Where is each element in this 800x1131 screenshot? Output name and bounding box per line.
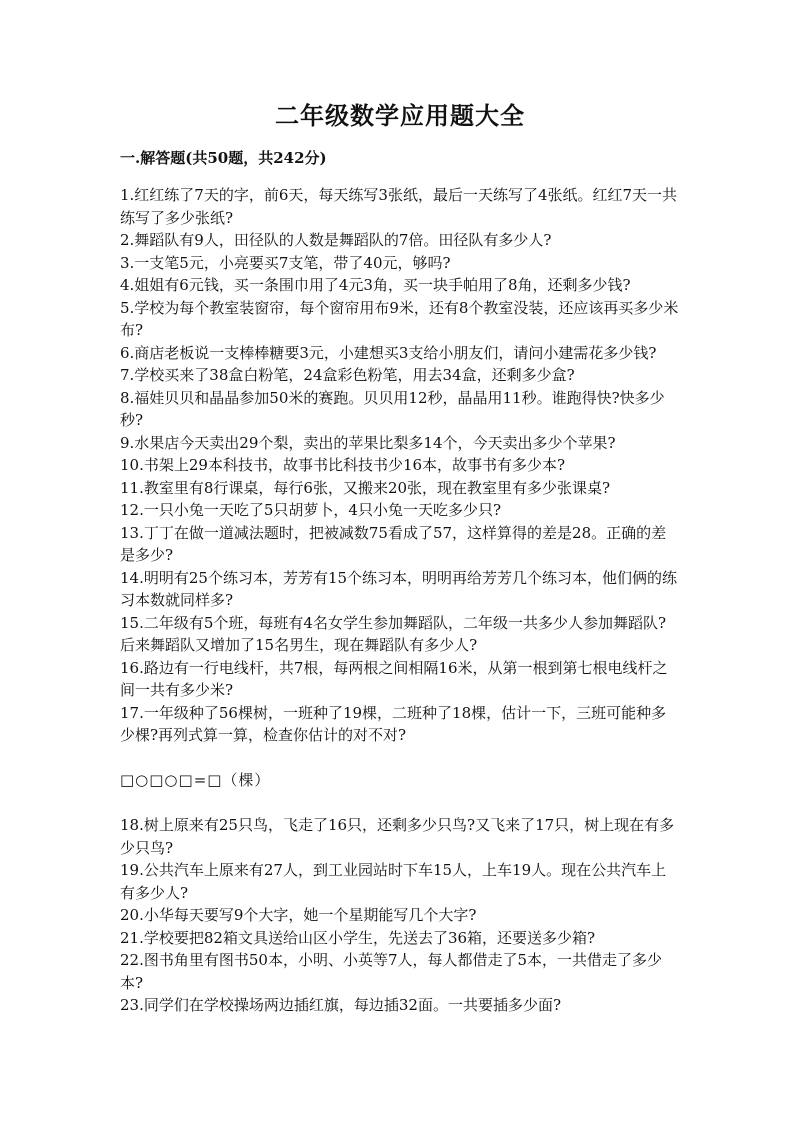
question-22: 22.图书角里有图书50本，小明、小英等7人，每人都借走了5本，一共借走了多少本? [120,951,663,992]
question-12: 12.一只小兔一天吃了5只胡萝卜，4只小兔一天吃多少只? [120,501,501,519]
question-4: 4.姐姐有6元钱，买一条围巾用了4元3角，买一块手帕用了8角，还剩多少钱? [120,276,631,294]
section-heading: 一.解答题(共50题，共242分) [120,149,327,167]
question-23: 23.同学们在学校操场两边插红旗，每边插32面。一共要插多少面? [120,996,561,1014]
question-8: 8.福娃贝贝和晶晶参加50米的赛跑。贝贝用12秒，晶晶用11秒。谁跑得快?快多少秒? [120,388,665,429]
question-13: 13.丁丁在做一道减法题时，把被减数75看成了57，这样算得的差是28。正确的差是多少? [120,523,667,564]
question-18: 18.树上原来有25只鸟，飞走了16只，还剩多少只鸟?又飞来了17只，树上现在有多少只鸟? [120,816,675,857]
question-19: 19.公共汽车上原来有27人，到工业园站时下车15人，上车19人。现在公共汽车上有多少人? [120,861,667,902]
question-5: 5.学校为每个教室装窗帘，每个窗帘用布9米，还有8个教室没装，还应该再买多少米布? [120,298,679,339]
question-11: 11.教室里有8行课桌，每行6张，又搬来20张，现在教室里有多少张课桌? [120,478,611,497]
question-14: 14.明明有25个练习本，芳芳有15个练习本，明明再给芳芳几个练习本，他们俩的练习本数就同样多? [120,568,678,609]
formula-line: □○□○□=□（棵） [120,770,271,789]
question-1: 1.红红练了7天的字，前6天，每天练写3张纸，最后一天练写了4张纸。红红7天一共练写了多少张纸? [120,186,678,227]
question-17: 17.一年级种了56棵树，一班种了19棵，二班种了18棵，估计一下，三班可能种多少棵?再列式算一算，检查你估计的对不对? [120,703,667,744]
question-15: 15.二年级有5个班，每班有4名女学生参加舞蹈队，二年级一共多少人参加舞蹈队?后来舞蹈队又增加了15名男生，现在舞蹈队有多少人? [120,613,666,654]
question-20: 20.小华每天要写9个大字，她一个星期能写几个大字? [120,906,477,924]
question-16: 16.路边有一行电线杆，共7根，每两根之间相隔16米，从第一根到第七根电线杆之间一共有多少米? [120,658,668,699]
question-21: 21.学校要把82箱文具送给山区小学生，先送去了36箱，还要送多少箱? [120,928,596,947]
question-list [120,184,680,1017]
question-2: 2.舞蹈队有9人，田径队的人数是舞蹈队的7倍。田径队有多少人? [120,231,552,249]
question-7: 7.学校买来了38盒白粉笔，24盒彩色粉笔，用去34盒，还剩多少盒? [120,366,575,384]
question-9: 9.水果店今天卖出29个梨，卖出的苹果比梨多14个，今天卖出多少个苹果? [120,433,616,452]
question-3: 3.一支笔5元，小亮要买7支笔，带了40元，够吗? [120,253,451,272]
question-10: 10.书架上29本科技书，故事书比科技书少16本，故事书有多少本? [120,456,566,474]
page-title: 二年级数学应用题大全 [275,101,525,130]
question-6: 6.商店老板说一支棒棒糖要3元，小建想买3支给小朋友们，请问小建需花多少钱? [120,343,657,362]
